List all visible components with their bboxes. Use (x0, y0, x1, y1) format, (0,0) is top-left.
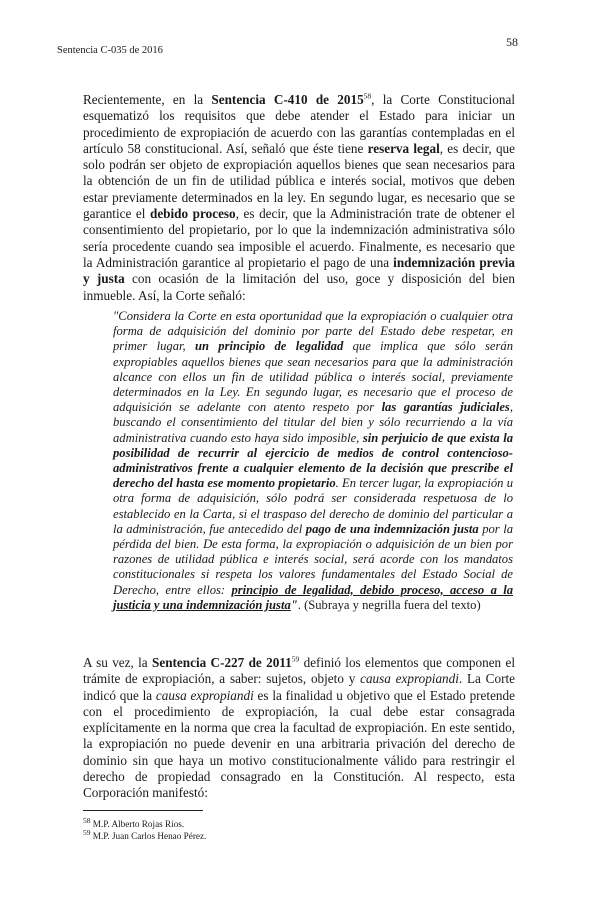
italic-term: causa expropiandi (360, 671, 459, 687)
text-run: A su vez, la (83, 655, 152, 670)
footnote-mark: 58 (83, 815, 91, 825)
text-run: , es decir, que solo podrán ser objeto de expropiación aquellos bienes que sean necesarios para la obtención de un fin de utilidad pública e interés social, motivos que deben estar previamente determinados en la ley. En segundo lugar, es necesario que se garantice el (83, 140, 515, 222)
text-run: Recientemente, en la (83, 92, 212, 107)
quote-bold: las garantías judiciales (381, 400, 510, 415)
italic-term: causa expropiandi (155, 687, 254, 703)
case-reference-bold: Sentencia C-227 de 2011 (152, 655, 292, 670)
quote-bold: pago de una indemnización justa (305, 521, 479, 536)
bold-term: reserva legal (367, 140, 440, 156)
quote-run: por la pérdida del bien. De esta forma, la expropiación o adquisición de un bien por razones de utilidad pública e interés social, será acorde con los mandatos constitucionales si respeta los valores fundamentales del Estado Social de Derecho, entre ellos: (113, 521, 513, 597)
emphasis-note: . (Subraya y negrilla fuera del texto) (297, 597, 481, 612)
paragraph-2 (83, 655, 515, 802)
text-run: , la Corte Constitucional esquematizó los requisitos que debe atender el Estado para iniciar un procedimiento de expropiación de acuerdo con las garantías contempladas en el artículo 58 constitucional. Así, señaló que éste tiene (83, 92, 515, 156)
bold-term: debido proceso (149, 206, 236, 222)
quote-run: . En tercer lugar, la expropiación u otra forma de adquisición, sólo podrá ser considerada respetuosa de lo establecido en la Carta, si el traspaso del derecho de dominio del particular a la administración, fue antecedido del (113, 476, 514, 536)
text-run: . La Corte indicó que la (83, 671, 515, 703)
footnotes (83, 815, 207, 842)
footnote-ref: 59 (291, 654, 300, 664)
text-run: es la finalidad u objetivo que el Estado pretende con el procedimiento de expropiación, la cual debe estar consagrada explícitamente en la norma que crea la facultad de expropiación. En este sentido, la expropiación no puede devenir en una arbitraria privación del derecho de dominio sin que haya un motivo constitucionalmente válido para restringir el derecho de propiedad consagrado en la Constitución. Al respecto, esta Corporación manifestó: (83, 687, 515, 801)
text-run: definió los elementos que componen el trámite de expropiación, a saber: sujetos, objeto y (83, 655, 515, 687)
bold-term: indemnización previa y justa (83, 254, 515, 287)
footnote-text: M.P. Juan Carlos Henao Pérez. (90, 831, 207, 841)
text-run: , es decir, que la Administración trate de obtener el consentimiento del propietario, por lo que la indemnización administrativa sólo sería procedente cuando sea imposible el acuerdo. Finalmente, es necesario que la Administración garantice al propietario el pago de una (83, 206, 515, 270)
text-run: con ocasión de la limitación del uso, goce y disposición del bien inmueble. Así, la Corte señaló: (83, 271, 516, 303)
footnote-59 (83, 827, 207, 842)
case-reference-bold: Sentencia C-410 de 2015 (211, 92, 364, 107)
quote-bold: sin perjuicio de que exista la posibilidad de recurrir al ejercicio de medios de control contencioso-administrativos frente a cualquier elemento de la decisión que prescribe el derecho del hasta ese momento propietario (113, 430, 514, 491)
quote-run: , buscando el consentimiento del titular del bien y sólo recurriendo a la vía administrativa cuando esto haya sido imposible, (113, 400, 513, 445)
footnote-ref: 58 (363, 91, 372, 101)
quote-run: que implica que sólo serán expropiables aquellos bienes que sean necesarios para que la administración alcance con ellos un fin de utilidad pública o interés social, previamente determinados en la Ley. En segundo lugar, es necesario que el proceso de adquisición se adelante con atento respeto por (113, 339, 513, 415)
block-quote (113, 309, 513, 613)
running-header: Sentencia C-035 de 2016 (57, 45, 163, 56)
closing-quote-mark: " (290, 597, 298, 612)
footnote-text: M.P. Alberto Rojas Ríos. (90, 819, 185, 829)
footnote-divider (83, 810, 203, 811)
quote-bold: un principio de legalidad (194, 339, 344, 354)
quote-bold-underlined: principio de legalidad, debido proceso, acceso a la justicia y una indemnización justa (113, 582, 514, 612)
footnote-mark: 59 (83, 827, 91, 837)
footnote-58 (83, 815, 206, 830)
quote-run: "Considera la Corte en esta oportunidad que la expropiación o cualquier otra forma de adquisición del dominio por parte del Estado debe respetar, en primer lugar, (113, 309, 513, 354)
paragraph-1 (83, 92, 515, 304)
page-number: 58 (506, 35, 518, 49)
